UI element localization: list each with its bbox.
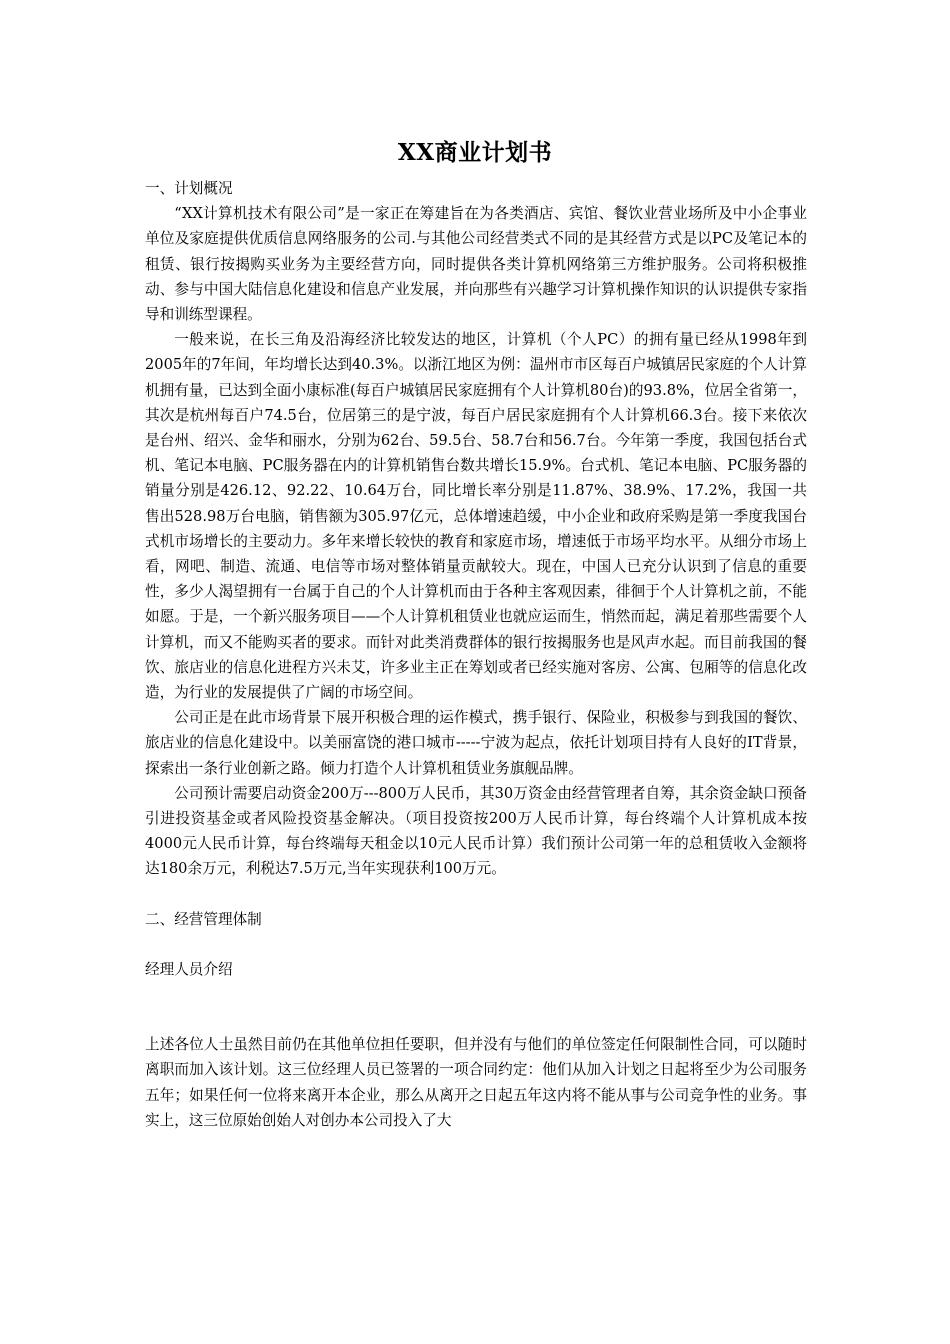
section-heading-overview: 一、计划概况	[145, 180, 233, 197]
subheading-managers: 经理人员介绍	[145, 960, 233, 978]
document-title: XX商业计划书	[397, 139, 553, 166]
paragraph-funding: 公司预计需要启动资金200万---800万人民币，其30万资金由经营管理者自筹，其余资金缺口预备引进投资基金或者风险投资基金解决。（项目投资按200万人民币计算，每台终端个人计算机成本按4000元人民币计算，每台终端每天租金以10元人民币计算）我们预计公司第一年的总租赁收入金额将达180余万元，利税达7.5万元,当年实现获利100万元。	[145, 784, 807, 878]
paragraph-manager-contracts: 上述各位人士虽然目前仍在其他单位担任要职，但并没有与他们的单位签定任何限制性合同，可以随时离职而加入该计划。这三位经理人员已签署的一项合同约定：他们从加入计划之日起将至少为公司服务五年；如果任何一位将来离开本企业，那么从离开之日起五年这内将不能从事与公司竞争性的业务。事实上，这三位原始创始人对创办本公司投入了大	[145, 1036, 807, 1129]
document-body	[145, 176, 807, 1133]
section-heading-management: 二、经营管理体制	[145, 910, 262, 928]
paragraph-operation-model: 公司正是在此市场背景下展开积极合理的运作模式，携手银行、保险业，积极参与到我国的餐饮、旅店业的信息化建设中。以美丽富饶的港口城市-----宁波为起点，依托计划项目持有人良好的IT背景，探索出一条行业创新之路。倾力打造个人计算机租赁业务旗舰品牌。	[145, 709, 807, 777]
spacer	[145, 882, 807, 907]
paragraph-market-analysis: 一般来说，在长三角及沿海经济比较发达的地区，计算机（个人PC）的拥有量已经从1998年到2005年的7年间，年均增长达到40.3%。以浙江地区为例：温州市市区每百户城镇居民家庭的个人计算机拥有量，已达到全面小康标准(每百户城镇居民家庭拥有个人计算机80台)的93.8%，位居全省第一，其次是杭州每百户74.5台，位居第三的是宁波，每百户居民家庭拥有个人计算机66.3台。接下来依次是台州、绍兴、金华和丽水，分别为62台、59.5台、58.7台和56.7台。今年第一季度，我国包括台式机、笔记本电脑、PC服务器在内的计算机销售台数共增长15.9%。台式机、笔记本电脑、PC服务器的销量分别是426.12、92.22、10.64万台，同比增长率分别是11.87%、38.9%、17.2%，我国一共售出528.98万台电脑，销售额为305.97亿元，总体增速趋缓，中小企业和政府采购是第一季度我国台式机市场增长的主要动力。多年来增长较快的教育和家庭市场，增速低于市场平均水平。从细分市场上看，网吧、制造、流通、电信等市场对整体销量贡献较大。现在，中国人已充分认识到了信息的重要性，多少人渴望拥有一台属于自己的个人计算机而由于各种主客观因素，徘徊于个人计算机之前，不能如愿。于是，一个新兴服务项目——个人计算机租赁业也就应运而生，悄然而起，满足着那些需要个人计算机，而又不能购买者的要求。而针对此类消费群体的银行按揭服务也是风声水起。而目前我国的餐饮、旅店业的信息化进程方兴未艾，许多业主正在筹划或者已经实施对客房、公寓、包厢等的信息化改造，为行业的发展提供了广阔的市场空间。	[145, 331, 807, 702]
spacer	[145, 932, 807, 957]
paragraph-company-intro: “XX计算机技术有限公司”是一家正在筹建旨在为各类酒店、宾馆、餐饮业营业场所及中小企事业单位及家庭提供优质信息网络服务的公司.与其他公司经营类式不同的是其经营方式是以PC及笔记本的租赁、银行按揭购买业务为主要经营方向，同时提供各类计算机网络第三方维护服务。公司将积极推动、参与中国大陆信息化建设和信息产业发展，并向那些有兴趣学习计算机操作知识的认识提供专家指导和训练型课程。	[145, 205, 807, 324]
spacer	[145, 982, 807, 1032]
